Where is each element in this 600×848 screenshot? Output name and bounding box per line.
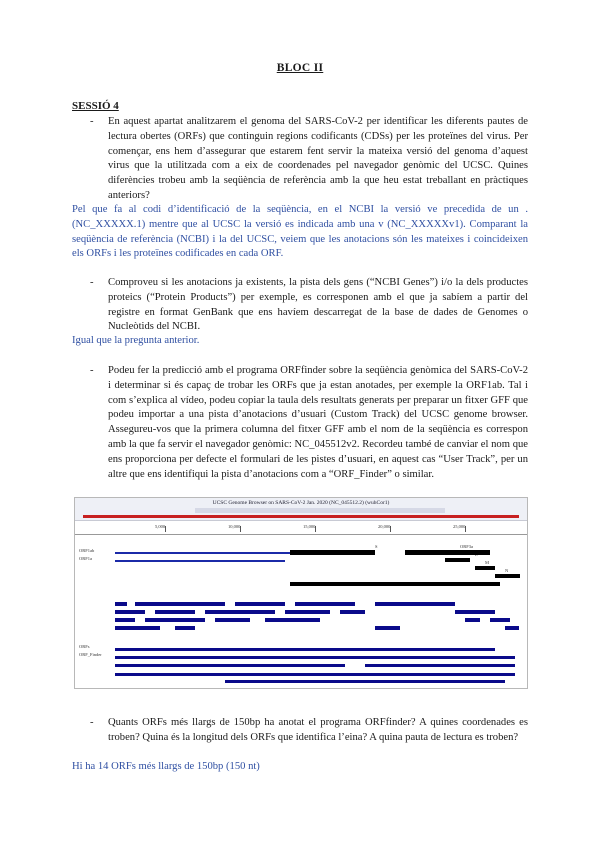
- ruler-label: 25,000: [453, 524, 466, 529]
- track-label: ORF3a: [460, 544, 474, 549]
- track-label: N: [505, 568, 509, 573]
- ruler-label: 15,000: [303, 524, 316, 529]
- track-label: ORF1ab: [79, 548, 95, 553]
- answer-4: Hi ha 14 ORFs més llargs de 150bp (150 nt): [72, 761, 260, 772]
- ruler-label: 10,000: [228, 524, 241, 529]
- page-title: BLOC II: [276, 62, 324, 74]
- bullet: -: [90, 365, 94, 376]
- question-3: [72, 364, 528, 482]
- question-4: [72, 716, 528, 746]
- bullet: -: [90, 717, 94, 728]
- track-label: ORF_Finder: [79, 652, 102, 657]
- track-label: M: [485, 560, 490, 565]
- browser-header: [75, 498, 527, 521]
- question-2-text: Comproveu si les anotacions ja existents, la pista dels gens (“NCBI Genes”) i/o la dels productes proteics (“Protein Products”) per exemple, es corresponen amb el que ja sabíem a partir del registre en format GenBank que ens havíem descarregat de la base de dades de Genomes o Nucleòtids del NCBI.: [108, 277, 528, 333]
- ruler-label: 20,000: [378, 524, 391, 529]
- track-label: ORFs: [79, 644, 90, 649]
- track-label: S: [375, 544, 378, 549]
- question-2: [72, 276, 528, 335]
- browser-nav-bar: [195, 508, 445, 513]
- bullet: -: [90, 116, 94, 127]
- browser-position-bar: [83, 515, 519, 518]
- session-heading: SESSIÓ 4: [72, 100, 119, 112]
- bullet: -: [90, 277, 94, 288]
- ruler-label: 5,000: [155, 524, 166, 529]
- question-4-text: Quants ORFs més llargs de 150bp ha anotat el programa ORFfinder? A quines coordenades es troben? Quina és la longitud dels ORFs que identifica l’eina? A quina pauta de lectura es troben?: [108, 717, 528, 743]
- question-3-text: Podeu fer la predicció amb el programa ORFfinder sobre la seqüència genòmica del SARS-CoV-2 i determinar si és capaç de trobar les ORFs que ja estan anotades, per exemple la ORF1ab. Tal i com s’explica al vídeo, podeu copiar la taula dels resultats generats per preparar un fitxer GFF que podeu importar a una pista d’anotacions d’usuari (Custom Track) del UCSC genome browser. Assegureu-vos que la primera columna del fitxer GFF amb el nom de la seqüència es correspon amb la que fa servir el navegador genòmic: NC_045512v2. Recordeu també de canviar el nom que ens proporciona per defecte el formulari de les pistes d’usuari, en aquest cas “User Track”, per un altre que ens identifiqui la pista d’anotacions com a “ORF_Finder” o similar.: [108, 365, 528, 480]
- answer-2: Igual que la pregunta anterior.: [72, 335, 200, 346]
- browser-title: UCSC Genome Browser on SARS-CoV-2 Jan. 2020 (NC_045512.2) (wuhCor1): [212, 500, 390, 506]
- question-1: [72, 115, 528, 204]
- genome-browser-screenshot: [74, 497, 528, 689]
- answer-1: Pel que fa al codi d’identificació de la seqüència, en el NCBI la versió ve precedida de un . (NC_XXXXX.1) mentre que al UCSC la versió es indicada amb una v (NC_XXXXXv1). Comparant la seqüència de referència (NCBI) i la del UCSC, veiem que les anotacions són les mateixes i coincideixen els ORFs i les proteïnes codificades en cada ORF.: [72, 204, 528, 260]
- question-1-text: En aquest apartat analitzarem el genoma del SARS-CoV-2 per identificar les diferents pautes de lectura obertes (ORFs) que continguin regions codificants (CDSs) per les proteïnes del virus. Per començar, ens hem d’assegurar que estarem fent servir la mateixa versió del genoma d’aquest virus que la utilitzada com a eix de coordenades pel navegador genòmic del UCSC. Quines diferències trobeu amb la seqüència de referència amb la que heu estat treballant en pràctiques anteriors?: [108, 116, 528, 201]
- coordinate-ruler: [75, 524, 527, 535]
- track-label: ORF1a: [79, 556, 93, 561]
